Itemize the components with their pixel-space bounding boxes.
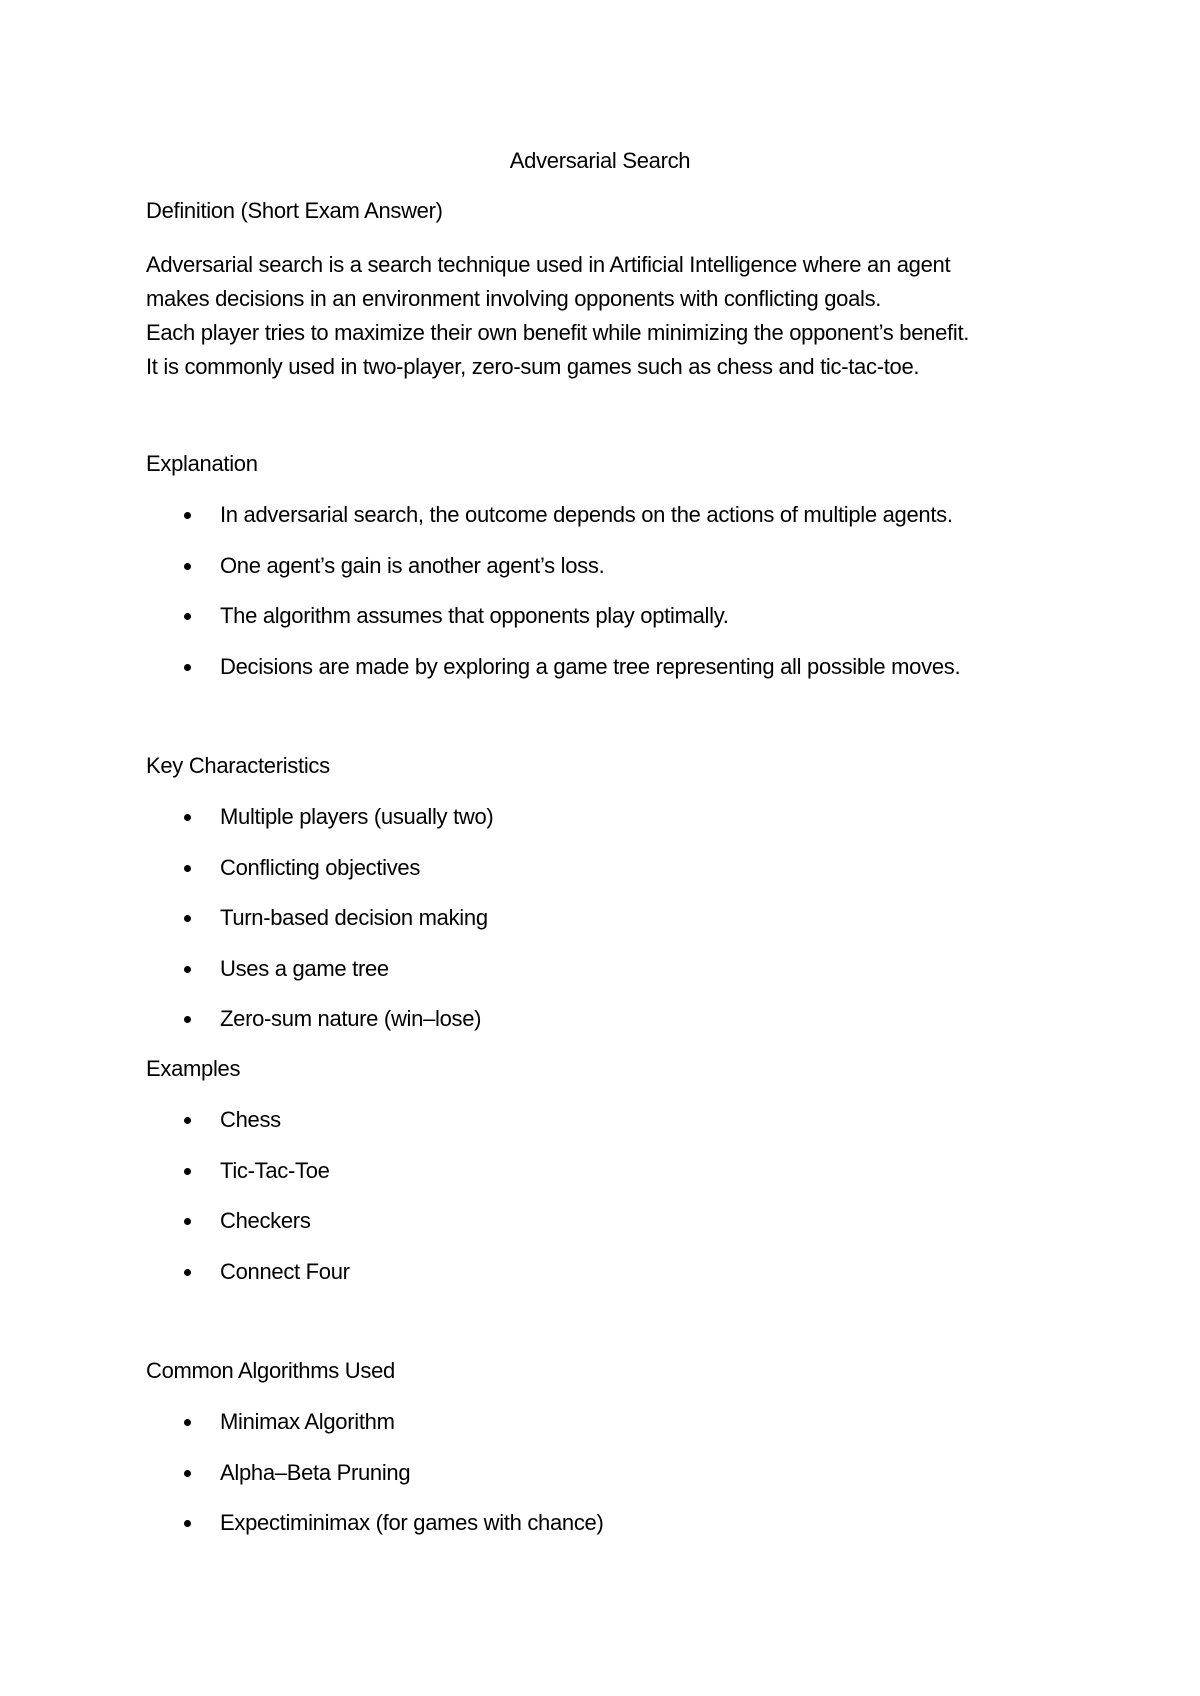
definition-line: Adversarial search is a search technique used in Artificial Intelligence where an agent — [146, 252, 951, 277]
list-item-text: Conflicting objectives — [220, 854, 421, 880]
list-item — [146, 1407, 604, 1458]
list-item — [146, 1206, 350, 1257]
definition-line: It is commonly used in two-player, zero-sum games such as chess and tic-tac-toe. — [146, 354, 920, 379]
list-item — [146, 1105, 350, 1156]
bullet-icon — [184, 915, 191, 922]
list-item — [146, 903, 493, 954]
list-item-text: Multiple players (usually two) — [220, 804, 494, 829]
list-item — [146, 652, 960, 703]
list-item — [146, 1004, 493, 1055]
list-item-text: Connect Four — [220, 1258, 350, 1284]
explanation-list — [146, 500, 960, 702]
bullet-icon — [184, 966, 191, 973]
bullet-icon — [184, 1470, 191, 1477]
examples-heading: Examples — [146, 1056, 241, 1081]
bullet-icon — [184, 512, 191, 519]
list-item-text: Decisions are made by exploring a game tree representing all possible moves. — [220, 653, 961, 679]
explanation-heading: Explanation — [146, 451, 258, 476]
list-item — [146, 954, 493, 1005]
bullet-icon — [184, 563, 191, 570]
algorithms-heading: Common Algorithms Used — [146, 1358, 395, 1383]
list-item — [146, 802, 493, 853]
definition-line: Each player tries to maximize their own benefit while minimizing the opponent’s benefit. — [146, 320, 970, 345]
bullet-icon — [184, 613, 191, 620]
list-item-text: Alpha–Beta Pruning — [220, 1459, 411, 1485]
list-item — [146, 1257, 350, 1308]
algorithms-list — [146, 1407, 604, 1559]
bullet-icon — [184, 1168, 191, 1175]
bullet-icon — [184, 1218, 191, 1225]
definition-paragraph — [146, 248, 969, 384]
definition-line: makes decisions in an environment involving opponents with conflicting goals. — [146, 286, 882, 311]
bullet-icon — [184, 1117, 191, 1124]
bullet-icon — [184, 1016, 191, 1023]
bullet-icon — [184, 1419, 191, 1426]
list-item — [146, 500, 960, 551]
list-item-text: The algorithm assumes that opponents play optimally. — [220, 603, 729, 628]
list-item-text: In adversarial search, the outcome depends on the actions of multiple agents. — [220, 502, 953, 527]
list-item-text: Checkers — [220, 1208, 311, 1233]
characteristics-heading: Key Characteristics — [146, 753, 330, 778]
bullet-icon — [184, 1520, 191, 1527]
characteristics-list — [146, 802, 493, 1055]
document-title: Adversarial Search — [509, 148, 691, 173]
list-item-text: Minimax Algorithm — [220, 1409, 395, 1434]
bullet-icon — [184, 865, 191, 872]
list-item-text: Chess — [220, 1107, 281, 1132]
list-item-text: Uses a game tree — [220, 955, 389, 981]
list-item-text: Turn-based decision making — [220, 905, 488, 930]
bullet-icon — [184, 1269, 191, 1276]
list-item — [146, 853, 493, 904]
examples-list — [146, 1105, 350, 1307]
list-item-text: Zero-sum nature (win–lose) — [220, 1006, 482, 1031]
list-item — [146, 1458, 604, 1509]
list-item — [146, 601, 960, 652]
list-item — [146, 551, 960, 602]
list-item-text: Tic-Tac-Toe — [220, 1157, 330, 1183]
list-item — [146, 1156, 350, 1207]
bullet-icon — [184, 664, 191, 671]
list-item-text: Expectiminimax (for games with chance) — [220, 1510, 604, 1535]
list-item — [146, 1508, 604, 1559]
bullet-icon — [184, 814, 191, 821]
list-item-text: One agent’s gain is another agent’s loss. — [220, 552, 605, 578]
definition-heading: Definition (Short Exam Answer) — [146, 198, 443, 223]
